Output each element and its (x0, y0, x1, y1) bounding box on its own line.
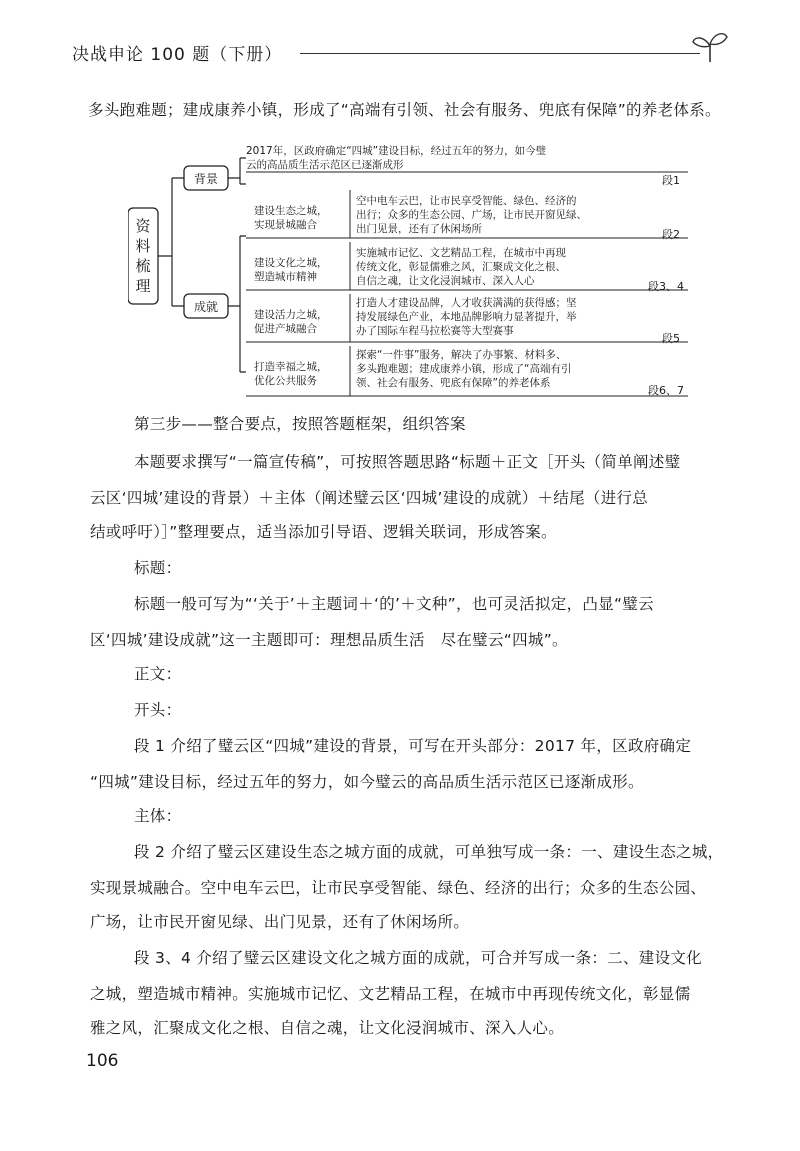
text-line: 持发展绿色产业，本地品牌影响力显著提升，举 (356, 311, 577, 323)
item-title (254, 360, 328, 388)
title-line: 建设文化之城， (254, 257, 328, 269)
text-line: 云区‘四城’建设的背景）＋主体（阐述璧云区‘四城’建设的成就）＋结尾（进行总 (90, 489, 649, 507)
text-line: 自信之魂，让文化浸润城市、深入人心 (356, 275, 535, 287)
title-label: 标题： (134, 559, 182, 577)
sprout-icon (690, 28, 730, 64)
text-line: 办了国际车程马拉松赛等大型赛事 (356, 325, 514, 337)
main-label: 主体： (134, 807, 182, 825)
text-line: 广场，让市民开窗见绿、出门见景，还有了休闲场所。 (90, 913, 470, 931)
root-char: 料 (135, 237, 151, 255)
item-text (356, 348, 571, 390)
item-text (356, 194, 587, 236)
root-char: 梳 (135, 257, 151, 275)
title-line: 塑造城市精神 (254, 271, 317, 283)
root-label (133, 216, 153, 296)
text-line: 实现景城融合。空中电车云巴，让市民享受智能、绿色、经济的出行；众多的生态公园、 (90, 879, 707, 897)
text-line: 打造人才建设品牌，人才收获满满的获得感；坚 (356, 297, 577, 309)
paragraph-tag: 段2 (662, 228, 680, 241)
text-line: 出门见景，还有了休闲场所 (356, 223, 482, 235)
book-title: 决战申论 100 题（下册） (72, 45, 283, 65)
text-line: 传统文化，彰显儒雅之风，汇聚成文化之根、 (356, 261, 566, 273)
text-line: 多头跑难题；建成康养小镇，形成了“高端有引 (356, 363, 572, 375)
paragraph-tag: 段1 (662, 174, 680, 187)
opening-label: 开头： (134, 701, 182, 719)
text-line: “四城”建设目标，经过五年的努力，如今璧云的高品质生活示范区已逐渐成形。 (90, 773, 644, 791)
title-line: 打造幸福之城， (254, 361, 328, 373)
title-line: 促进产城融合 (254, 323, 317, 335)
title-line: 实现景城融合 (254, 219, 317, 231)
body-label: 正文： (134, 665, 182, 683)
text-line: 领、社会有服务、兜底有保障”的养老体系 (356, 377, 551, 389)
achievement-label: 成就 (194, 300, 219, 314)
text-line: 段 1 介绍了璧云区“四城”建设的背景，可写在开头部分：2017 年，区政府确定 (134, 737, 692, 755)
text-line: 段 2 介绍了璧云区建设生态之城方面的成就，可单独写成一条：一、建设生态之城， (134, 843, 724, 861)
text-line: 本题要求撰写“一篇宣传稿”，可按照答题思路“标题＋正文［开头（简单阐述璧 (134, 453, 681, 471)
root-char: 资 (135, 217, 151, 235)
title-line: 建设活力之城， (254, 309, 328, 321)
text-line: 出行；众多的生态公园、广场，让市民开窗见绿、 (356, 209, 587, 221)
paragraph-tag: 段5 (662, 332, 680, 345)
paragraph-tag: 段6、7 (648, 384, 684, 397)
item-text (356, 246, 566, 288)
paragraph-tag: 段3、4 (648, 280, 684, 293)
background-text (246, 144, 546, 172)
text-line: 标题一般可写为“‘关于’＋主题词＋‘的’＋文种”，也可灵活拟定，凸显“璧云 (134, 595, 654, 613)
text-line: 实施城市记忆、文艺精品工程，在城市中再现 (356, 247, 566, 259)
text-line: 雅之风，汇聚成文化之根、自信之魂，让文化浸润城市、深入人心。 (90, 1019, 565, 1037)
title-line: 建设生态之城， (254, 205, 328, 217)
text-line: 之城，塑造城市精神。实施城市记忆、文艺精品工程，在城市中再现传统文化，彰显儒 (90, 985, 691, 1003)
text-line: 空中电车云巴，让市民享受智能、绿色、经济的 (356, 195, 577, 207)
material-outline-diagram (128, 138, 708, 408)
item-title (254, 308, 328, 336)
step3-heading: 第三步——整合要点，按照答题框架，组织答案 (134, 415, 466, 433)
item-title (254, 256, 328, 284)
header-rule (300, 53, 700, 54)
background-label: 背景 (194, 172, 219, 186)
text-line: 2017年，区政府确定“四城”建设目标，经过五年的努力，如今璧 (246, 145, 547, 157)
continuation-line: 多头跑难题；建成康养小镇，形成了“高端有引领、社会有服务、兜底有保障”的养老体系。 (88, 101, 721, 119)
title-line: 优化公共服务 (254, 375, 317, 387)
item-title (254, 204, 328, 232)
text-line: 云的高品质生活示范区已逐渐成形 (246, 159, 404, 171)
text-line: 段 3、4 介绍了璧云区建设文化之城方面的成就，可合并写成一条：二、建设文化 (134, 949, 702, 967)
text-line: 区‘四城’建设成就”这一主题即可：理想品质生活 尽在璧云“四城”。 (90, 631, 568, 649)
item-text (356, 296, 577, 338)
page-number: 106 (86, 1051, 119, 1071)
text-line: 结或呼吁）］”整理要点，适当添加引导语、逻辑关联词，形成答案。 (90, 523, 557, 541)
root-char: 理 (135, 277, 151, 295)
text-line: 探索“一件事”服务，解决了办事繁、材料多、 (356, 349, 567, 361)
